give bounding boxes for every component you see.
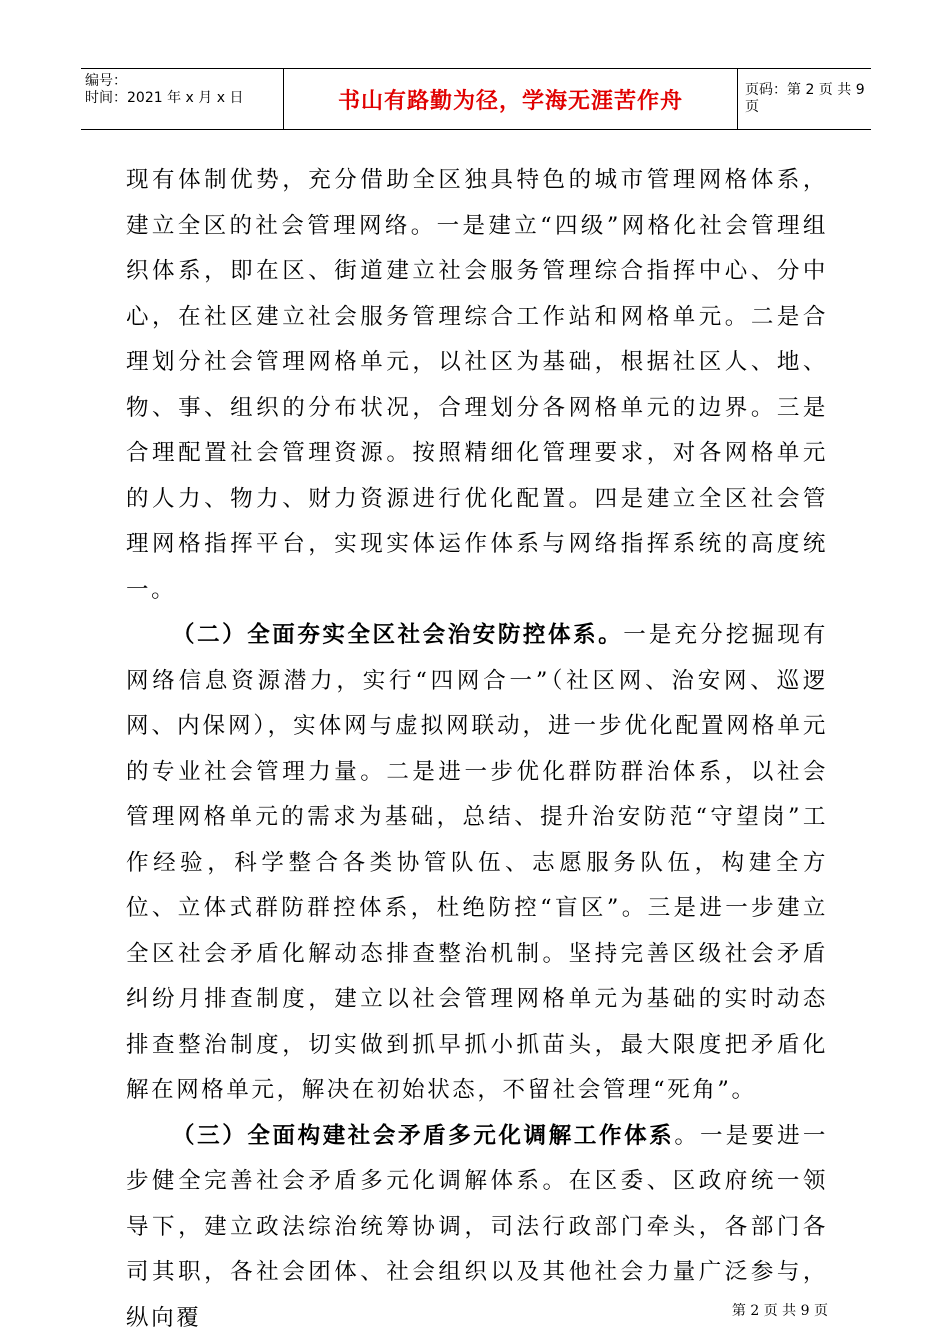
header-motto: 书山有路勤为径，学海无涯苦作舟 <box>337 88 683 114</box>
header-page-cell <box>737 69 871 129</box>
section-heading-2: （二）全面夯实全区社会治安防控体系。 <box>172 622 624 648</box>
document-number-label: 编号： <box>85 73 127 89</box>
section-heading-3: （三）全面构建社会矛盾多元化调解工作体系 <box>172 1122 675 1149</box>
document-header <box>81 68 871 130</box>
document-time-label: 时间：2021 年 x 月 x 日 <box>85 90 244 106</box>
document-body <box>126 158 828 1341</box>
body-paragraph-3 <box>126 1114 828 1342</box>
page-footer: 第 2 页 共 9 页 <box>731 1303 828 1319</box>
section-text-2: 一是充分挖掘现有网络信息资源潜力，实行“四网合一”（社区网、治安网、巡逻网、内保网），实体网与虚拟网联动，进一步优化配置网格单元的专业社会管理力量。二是进一步优化群防群治体系，以社会管理网格单元的需求为基础，总结、提升治安防范“守望岗”工作经验，科学整合各类协管队伍、志愿服务队伍，构建全方位、立体式群防群控体系，杜绝防控“盲区”。三是进一步建立全区社会矛盾化解动态排查整治机制。坚持完善区级社会矛盾纠纷月排查制度，建立以社会管理网格单元为基础的实时动态排查整治制度，切实做到抓早抓小抓苗头，最大限度把矛盾化解在网格单元，解决在初始状态，不留社会管理“死角”。 <box>126 622 828 1103</box>
header-motto-cell <box>283 69 738 129</box>
body-paragraph-2 <box>126 613 828 1114</box>
section-text-3: 。一是要进一步健全完善社会矛盾多元化调解体系。在区委、区政府统一领导下，建立政法综治统筹协调，司法行政部门牵头，各部门各司其职，各社会团体、社会组织以及其他社会力量广泛参与，纵向覆 <box>126 1122 828 1331</box>
header-page-label: 页码：第 2 页 共 9 页 <box>745 82 865 115</box>
body-paragraph-1: 现有体制优势，充分借助全区独具特色的城市管理网格体系，建立全区的社会管理网络。一是建立“四级”网格化社会管理组织体系，即在区、街道建立社会服务管理综合指挥中心、分中心，在社区建立社会服务管理综合工作站和网格单元。二是合理划分社会管理网格单元，以社区为基础，根据社区人、地、物、事、组织的分布状况，合理划分各网格单元的边界。三是合理配置社会管理资源。按照精细化管理要求，对各网格单元的人力、物力、财力资源进行优化配置。四是建立全区社会管理网格指挥平台，实现实体运作体系与网络指挥系统的高度统一。 <box>126 167 828 603</box>
header-meta-cell <box>81 69 283 129</box>
